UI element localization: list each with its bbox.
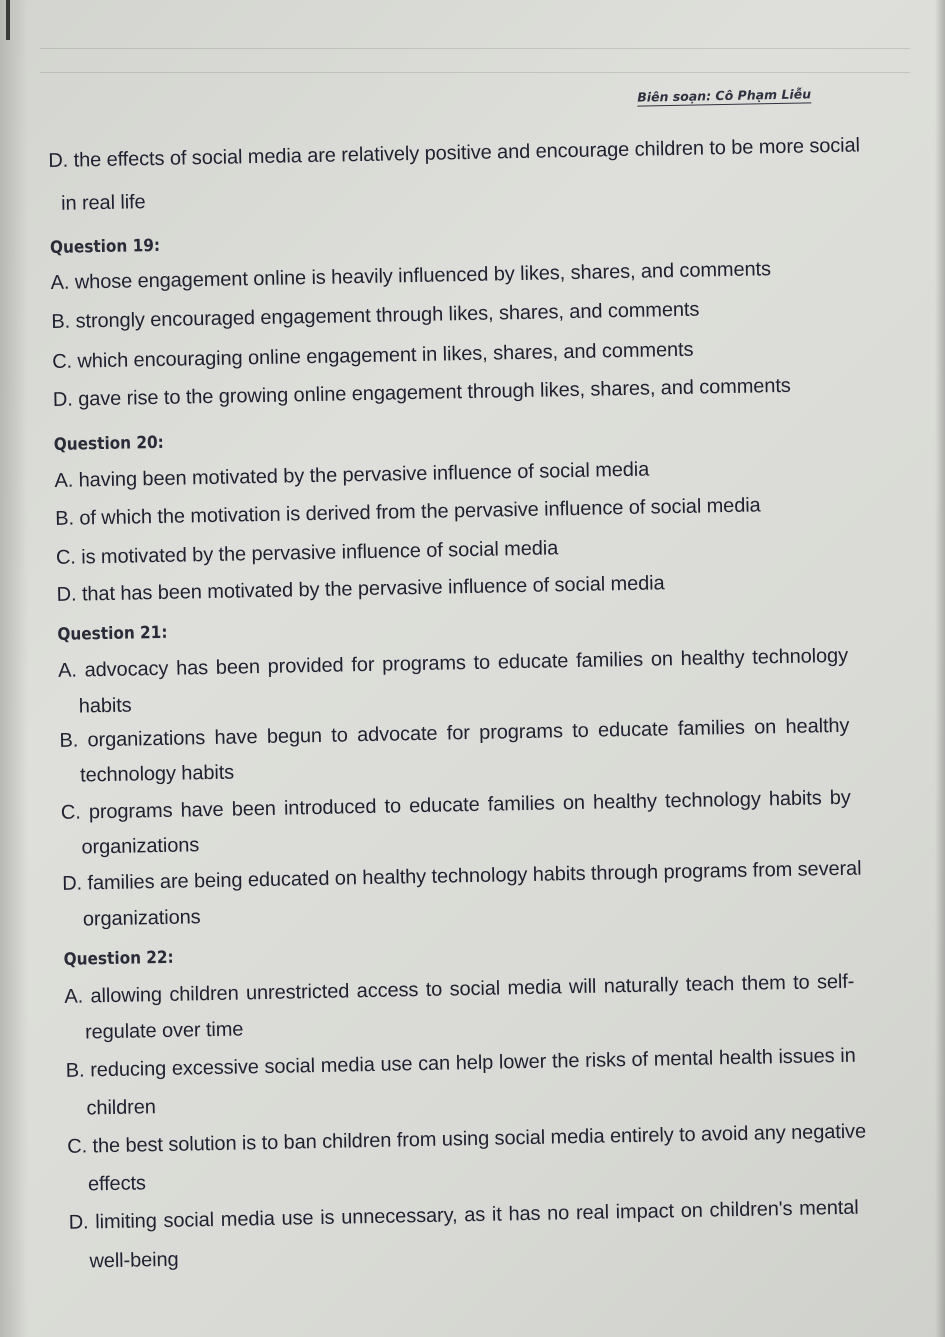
question-19-title: Question 19: xyxy=(49,235,161,258)
option-letter: B. xyxy=(55,507,75,530)
q21-option-c-continued: organizations xyxy=(81,834,200,859)
option-text: families are being educated on healthy technology habits through programs from several xyxy=(87,857,862,895)
option-letter: A. xyxy=(64,985,84,1008)
option-letter: D. xyxy=(56,583,77,606)
question-22-title: Question 22: xyxy=(63,947,174,970)
option-letter: B. xyxy=(65,1059,85,1082)
q21-option-a xyxy=(58,645,848,683)
option-letter: A. xyxy=(57,659,78,682)
option-letter: C. xyxy=(67,1135,88,1158)
q22-option-c-continued: effects xyxy=(87,1172,147,1196)
option-text: of which the motivation is derived from the pervasive influence of social media xyxy=(79,494,761,530)
option-letter: A. xyxy=(50,271,70,294)
option-text: is motivated by the pervasive influence of social media xyxy=(81,537,559,569)
q21-option-b-continued: technology habits xyxy=(79,761,235,787)
author-header: Biên soạn: Cô Phạm Liễu xyxy=(637,86,812,105)
option-text: limiting social media use is unnecessary, as it has no real impact on children's mental xyxy=(95,1196,859,1234)
q18-option-d-continued: in real life xyxy=(60,191,146,215)
option-text: strongly encouraged engagement through likes, shares, and comments xyxy=(75,298,700,333)
option-letter: D. xyxy=(48,149,69,173)
option-text: whose engagement online is heavily influenced by likes, shares, and comments xyxy=(74,258,772,294)
q22-option-b xyxy=(66,1045,856,1083)
q19-option-d xyxy=(53,375,791,412)
option-text: the best solution is to ban children from using social media entirely to avoid any negative xyxy=(92,1120,867,1158)
option-text: having been motivated by the pervasive influence of social media xyxy=(78,458,650,492)
option-letter: B. xyxy=(59,729,79,752)
option-text: advocacy has been provided for programs to educate families on healthy technology xyxy=(84,644,849,682)
option-text: gave rise to the growing online engagement through likes, shares, and comments xyxy=(77,374,791,411)
option-letter: C. xyxy=(55,546,76,569)
option-letter: C. xyxy=(51,350,73,373)
option-text: the effects of social media are relatively positive and encourage children to be more social xyxy=(73,134,861,172)
q21-option-b xyxy=(59,715,849,753)
q22-option-c xyxy=(67,1120,867,1159)
q20-option-c xyxy=(56,537,559,570)
q20-option-d xyxy=(56,572,664,607)
q22-option-b-continued: children xyxy=(86,1096,156,1120)
q21-option-a-continued: habits xyxy=(78,694,132,718)
question-21-title: Question 21: xyxy=(57,622,168,645)
q22-option-a-continued: regulate over time xyxy=(84,1018,244,1044)
option-letter: D. xyxy=(62,872,83,895)
q22-option-d-continued: well-being xyxy=(89,1248,179,1273)
option-letter: A. xyxy=(54,469,74,492)
q18-option-d xyxy=(48,134,860,173)
q20-option-b xyxy=(55,494,761,531)
question-20-title: Question 20: xyxy=(53,432,165,455)
q19-option-c xyxy=(52,339,694,374)
option-text: organizations have begun to advocate for programs to educate families on healthy xyxy=(87,714,850,752)
q21-option-d xyxy=(62,857,862,896)
q22-option-a xyxy=(64,971,854,1009)
q20-option-a xyxy=(54,459,649,493)
q21-option-c xyxy=(61,787,851,825)
option-letter: B. xyxy=(51,310,71,333)
option-letter: C. xyxy=(60,801,81,824)
option-text: allowing children unrestricted access to social media will naturally teach them to self- xyxy=(90,970,855,1008)
option-letter: D. xyxy=(52,388,73,411)
q19-option-a xyxy=(50,258,771,295)
option-text: programs have been introduced to educate families on healthy technology habits by xyxy=(88,786,851,824)
q21-option-d-continued: organizations xyxy=(82,906,201,931)
option-text: that has been motivated by the pervasive influence of social media xyxy=(81,572,665,606)
q19-option-b xyxy=(51,299,699,334)
option-text: which encouraging online engagement in likes, shares, and comments xyxy=(77,338,694,373)
option-letter: D. xyxy=(68,1211,89,1234)
option-text: reducing excessive social media use can help lower the risks of mental health issues in xyxy=(90,1044,856,1082)
q22-option-d xyxy=(69,1197,859,1235)
